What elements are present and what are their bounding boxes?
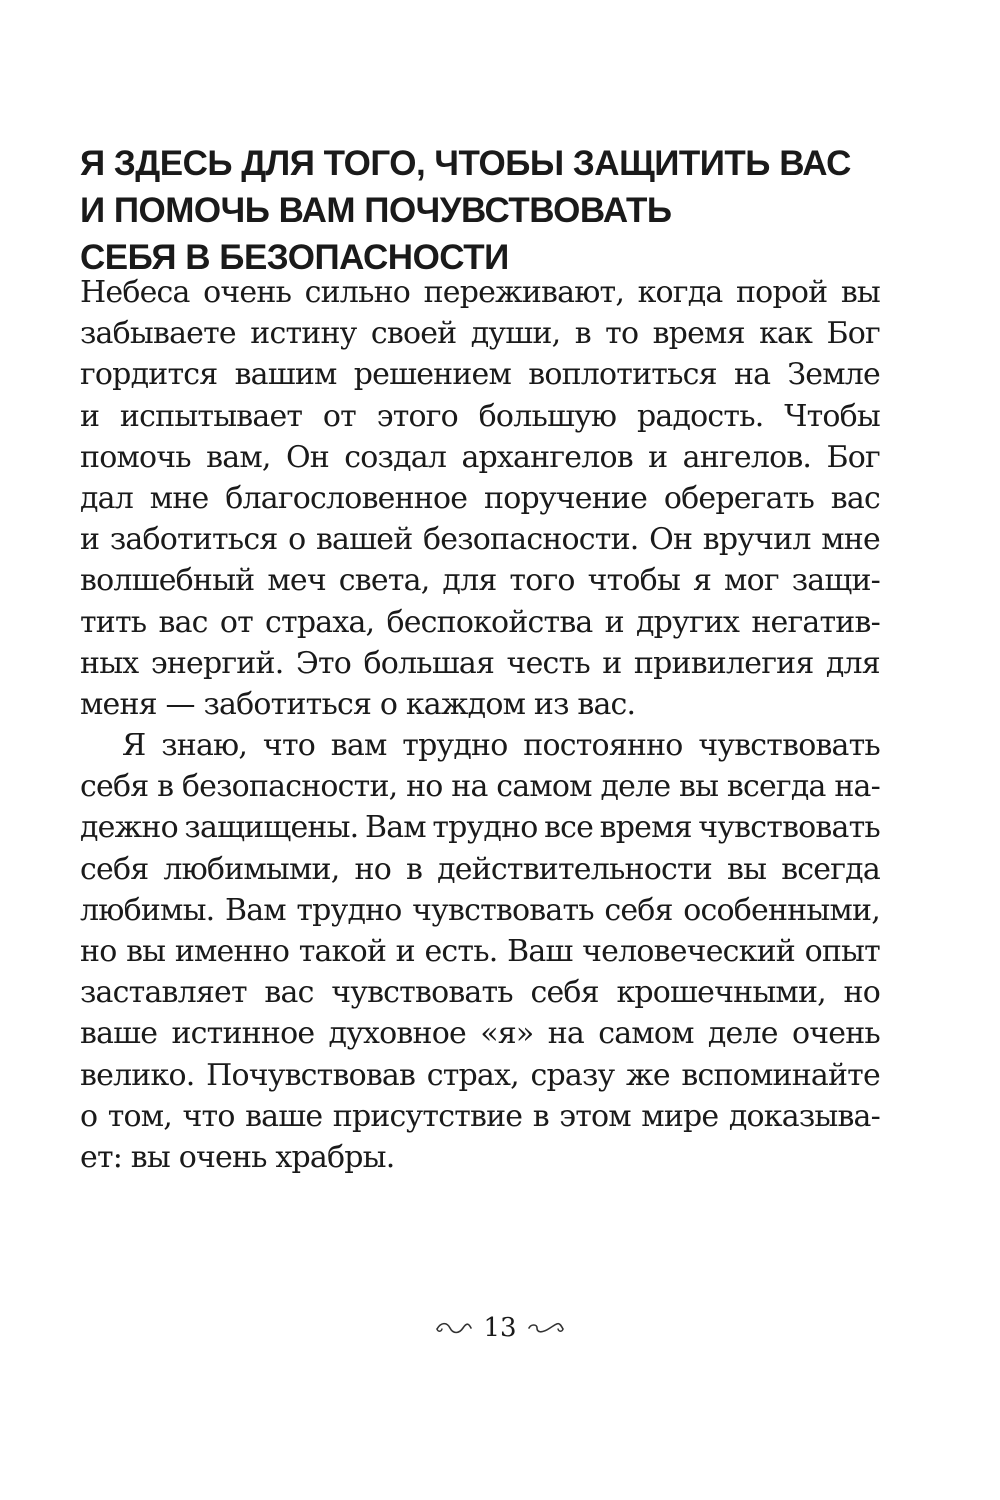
paragraph-1 [80, 272, 880, 725]
text-line: гордится вашим решением воплотиться на Земле [80, 357, 880, 393]
swirl-ornament-left-icon [435, 1320, 473, 1336]
text-line: ет: вы очень храбры. [80, 1139, 395, 1175]
swirl-ornament-right-icon [527, 1320, 565, 1336]
heading-line: Я ЗДЕСЬ ДЛЯ ТОГО, ЧТОБЫ ЗАЩИТИТЬ ВАС [80, 144, 851, 183]
text-line: ных энергий. Это большая честь и привилегия для [80, 645, 880, 681]
text-line: о том, что ваше присутствие в этом мире доказыва- [80, 1098, 880, 1134]
text-line: себя в безопасности, но на самом деле вы всегда на- [80, 769, 880, 805]
page-number: 13 [483, 1313, 517, 1343]
paragraph-2 [80, 725, 880, 1178]
text-line: заставляет вас чувствовать себя крошечными, но [80, 975, 880, 1011]
page-footer [0, 1308, 1000, 1348]
text-line: любимы. Вам трудно чувствовать себя особенными, [80, 892, 880, 928]
text-line: Я знаю, что вам трудно постоянно чувствовать [122, 728, 880, 764]
text-line: и испытывает от этого большую радость. Чтобы [80, 398, 880, 434]
text-line: и заботиться о вашей безопасности. Он вручил мне [80, 522, 880, 558]
heading-line: СЕБЯ В БЕЗОПАСНОСТИ [80, 238, 509, 277]
text-line: дал мне благословенное поручение оберегать вас [80, 480, 880, 516]
text-line: дежно защищены. Вам трудно все время чувствовать [80, 810, 880, 846]
text-line: но вы именно такой и есть. Ваш человеческий опыт [80, 934, 880, 969]
heading-line: И ПОМОЧЬ ВАМ ПОЧУВСТВОВАТЬ [80, 191, 672, 230]
text-line: Небеса очень сильно переживают, когда порой вы [80, 275, 880, 310]
text-line: волшебный меч света, для того чтобы я мог защи- [80, 563, 880, 599]
text-line: себя любимыми, но в действительности вы всегда [80, 851, 880, 887]
text-line: тить вас от страха, беспокойства и других негатив- [80, 604, 880, 640]
text-line: велико. Почувствовав страх, сразу же вспоминайте [80, 1057, 880, 1093]
text-line: меня — заботиться о каждом из вас. [80, 686, 636, 722]
body-text [80, 272, 880, 1178]
text-line: забываете истину своей души, в то время как Бог [80, 316, 880, 352]
text-line: ваше истинное духовное «я» на самом деле очень [80, 1016, 880, 1052]
chapter-heading [80, 140, 880, 281]
text-line: помочь вам, Он создал архангелов и ангелов. Бог [80, 439, 880, 475]
